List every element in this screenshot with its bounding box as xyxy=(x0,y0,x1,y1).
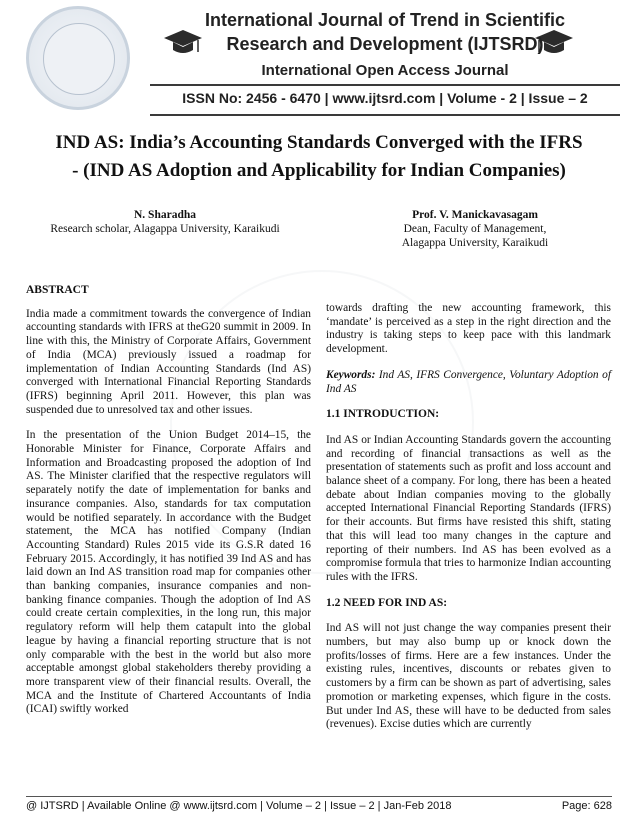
keywords-text: Ind AS, IFRS Convergence, Voluntary Adoption of Ind AS xyxy=(326,368,611,395)
open-access-label: International Open Access Journal xyxy=(261,62,509,79)
footer-citation: @ IJTSRD | Available Online @ www.ijtsrd.com | Volume – 2 | Issue – 2 | Jan-Feb 2018 xyxy=(26,800,452,812)
body-paragraph: Ind AS will not just change the way companies present their numbers, but may also bump up or knock down the profits/losses of firms. Here are a few instances. Under the existing rules, incentives, discounts or rebates given to customers by a firm can be shown as part of advertising, sales promotion or marketing expenses, which figure in the costs. But under Ind AS, these will have to be deducted from sales (revenues). Excise duties which are currently xyxy=(326,622,611,731)
header-divider xyxy=(150,114,620,116)
issn-line: ISSN No: 2456 - 6470 | www.ijtsrd.com | Volume - 2 | Issue – 2 xyxy=(182,90,588,106)
paper-subtitle: - (IND AS Adoption and Applicability for Indian Companies) xyxy=(72,160,566,181)
body-paragraph: towards drafting the new accounting framework, this ‘mandate’ is perceived as a step in the right direction and the industry is taking steps to keep pace with this landmark development. xyxy=(326,302,611,356)
section-heading: 1.2 NEED FOR IND AS: xyxy=(326,596,448,609)
author-name: Prof. V. Manickavasagam xyxy=(412,209,538,221)
journal-title-line2: Research and Development (IJTSRD) xyxy=(226,34,544,54)
left-column xyxy=(26,284,311,729)
author-block xyxy=(340,208,610,250)
author-name: N. Sharadha xyxy=(134,209,196,221)
body-paragraph: Ind AS or Indian Accounting Standards govern the accounting and recording of financial transactions as well as the presentation of statements such as profit and loss account and balance sheet of a company. For long, there has been a heated debate about Indian companies moving to the globally accepted International Financial Reporting Standards (IFRS) for their accounts. But firms have resisted this shift, stating that this will lead too many changes in the capture and reporting of their numbers. Ind AS has been evolved as a compromise formula that tries to harmonize Indian accounting rules with the IFRS. xyxy=(326,433,611,583)
author-affiliation: Alagappa University, Karaikudi xyxy=(401,237,549,249)
footer-divider xyxy=(26,796,612,797)
abstract-paragraph: India made a commitment towards the convergence of Indian accounting standards with IFRS at theG20 summit in 2009. In line with this, the Ministry of Corporate Affairs, Government of India (MCA) previously issued a roadmap for implementation of Indian Accounting Standards (Ind AS) converged with International Financial Reporting Standards (IFRS) beginning April 2011. However, this plan was suspended due to unresolved tax and other issues. xyxy=(26,307,311,416)
author-block xyxy=(30,208,300,236)
keywords-label: Keywords: xyxy=(326,368,376,381)
section-heading: 1.1 INTRODUCTION: xyxy=(326,408,440,421)
right-column xyxy=(326,302,611,744)
paper-title: IND AS: India’s Accounting Standards Converged with the IFRS xyxy=(55,132,583,153)
body-paragraph: In the presentation of the Union Budget 2014–15, the Honorable Minister for Finance, Corporate Affairs and Information and Broadcasting proposed the adoption of Ind AS. The Minister clarified that the respective regulators will separately notify the date of implementation for banks and insurance companies. Also, standards for tax computation would be notified separately. In accordance with the Budget statement, the MCA has notified Company (Indian Accounting Standard) Rules 2015 vide its G.S.R dated 16 February 2015. Accordingly, it has notified 39 Ind AS and has laid down an Ind AS transition road map for companies other than banking companies, insurance companies and non- banking finance companies. Though the adoption of Ind AS could create certain complexities, in the long run, this major regulatory reform will help them catapult into the global league by having a financial reporting structure that is not only comparable with the best in the world but also more acceptable amongst global stakeholders thereby providing a more transparent view of their financial results. Overall, the MCA and the Institute of Chartered Accountants of India (ICAI) swiftly worked xyxy=(26,429,311,716)
header-divider xyxy=(150,84,620,86)
keywords xyxy=(326,369,611,396)
journal-seal-logo xyxy=(26,6,130,110)
abstract-heading: ABSTRACT xyxy=(26,284,89,296)
page-number: Page: 628 xyxy=(561,800,612,812)
author-affiliation: Research scholar, Alagappa University, Karaikudi xyxy=(50,223,280,235)
page-footer xyxy=(26,800,612,812)
seal-inner-ring xyxy=(43,23,115,95)
author-affiliation: Dean, Faculty of Management, xyxy=(403,223,547,235)
journal-title-line1: International Journal of Trend in Scientific xyxy=(204,10,566,30)
journal-header xyxy=(0,0,638,118)
